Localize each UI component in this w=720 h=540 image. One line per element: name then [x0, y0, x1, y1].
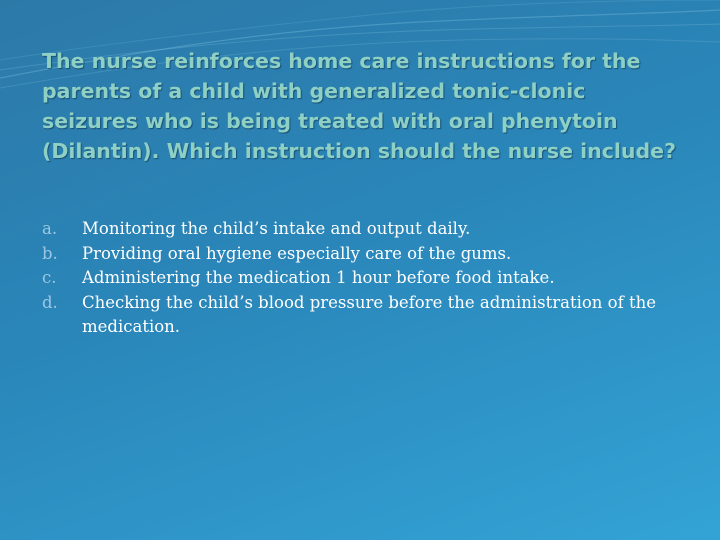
- option-a: [42, 217, 682, 242]
- option-d: [42, 291, 682, 340]
- option-d-marker: d.: [42, 292, 58, 312]
- option-c-marker: c.: [42, 268, 57, 287]
- question-title: The nurse reinforces home care instructions for the parents of a child with generalized tonic-clonic seizures who is being treated with oral phenytoin (Dilantin). Which instruction should the nurse include?: [42, 49, 676, 163]
- option-c-text: Administering the medication 1 hour before food intake.: [82, 268, 555, 287]
- option-b-marker: b.: [42, 243, 58, 263]
- option-b: [42, 242, 682, 267]
- option-d-text: Checking the child’s blood pressure before the administration of the medication.: [82, 292, 656, 336]
- option-c: [42, 266, 682, 291]
- option-b-text: Providing oral hygiene especially care of the gums.: [82, 243, 512, 263]
- answer-options-list: [42, 217, 682, 340]
- option-a-text: Monitoring the child’s intake and output daily.: [82, 219, 471, 238]
- option-a-marker: a.: [42, 219, 58, 238]
